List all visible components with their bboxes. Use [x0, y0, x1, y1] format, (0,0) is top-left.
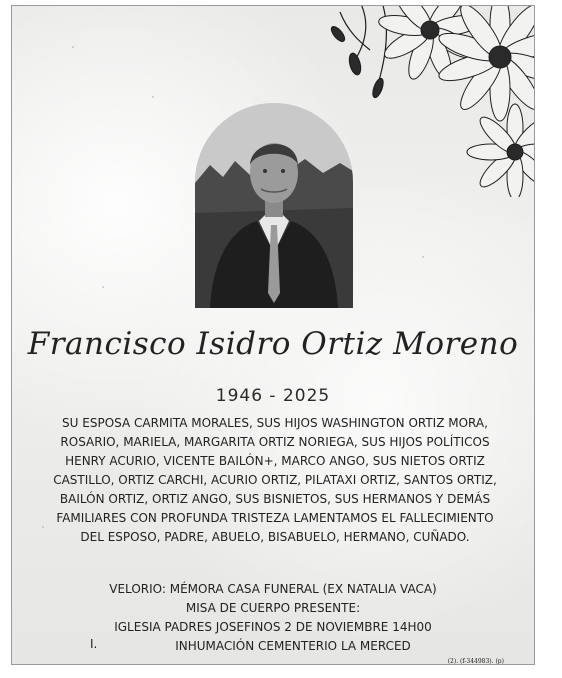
list-marker: I.: [90, 637, 98, 651]
life-years: 1946 - 2025: [215, 386, 331, 406]
obituary-announcement: SU ESPOSA CARMITA MORALES, SUS HIJOS WASHINGTON ORTIZ MORA, ROSARIO, MARIELA, MARGARITA ORTIZ NORIEGA, SUS HIJOS POLÍTICOS HENRY ACURIO, VICENTE BAILÓN+, MARCO ANGO, SUS NIETOS ORTIZ CASTILLO, ORTIZ CARCHI, ACURIO ORTIZ, PILATAXI ORTIZ, SANTOS ORTIZ, BAILÓN ORTIZ, ORTIZ ANGO, SUS BISNIETOS, SUS HERMANOS Y DEMÁS FAMILIARES CON PROFUNDA TRISTEZA LAMENTAMOS EL FALLECIMIENTO DEL ESPOSO, PADRE, ABUELO, BISABUELO, HERMANO, CUÑADO.: [53, 416, 497, 544]
paper-speck: [102, 286, 104, 288]
deceased-name: Francisco Isidro Ortiz Moreno: [27, 326, 519, 362]
obituary-card: [11, 5, 535, 665]
velorio-line: VELORIO: MÉMORA CASA FUNERAL (EX NATALIA VACA): [109, 582, 437, 596]
misa-line: MISA DE CUERPO PRESENTE:: [185, 601, 361, 615]
portrait-illustration: [195, 103, 353, 308]
paper-speck: [422, 256, 424, 258]
paper-speck: [72, 46, 74, 48]
paper-speck: [42, 526, 44, 528]
inhumacion-line: INHUMACIÓN CEMENTERIO LA MERCED: [175, 639, 411, 653]
paper-speck: [152, 96, 154, 98]
publication-reference: (2). (f-344983). (p): [447, 658, 504, 665]
iglesia-line: IGLESIA PADRES JOSEFINOS 2 DE NOVIEMBRE 14H00: [114, 620, 432, 634]
portrait-photo: [195, 103, 353, 308]
